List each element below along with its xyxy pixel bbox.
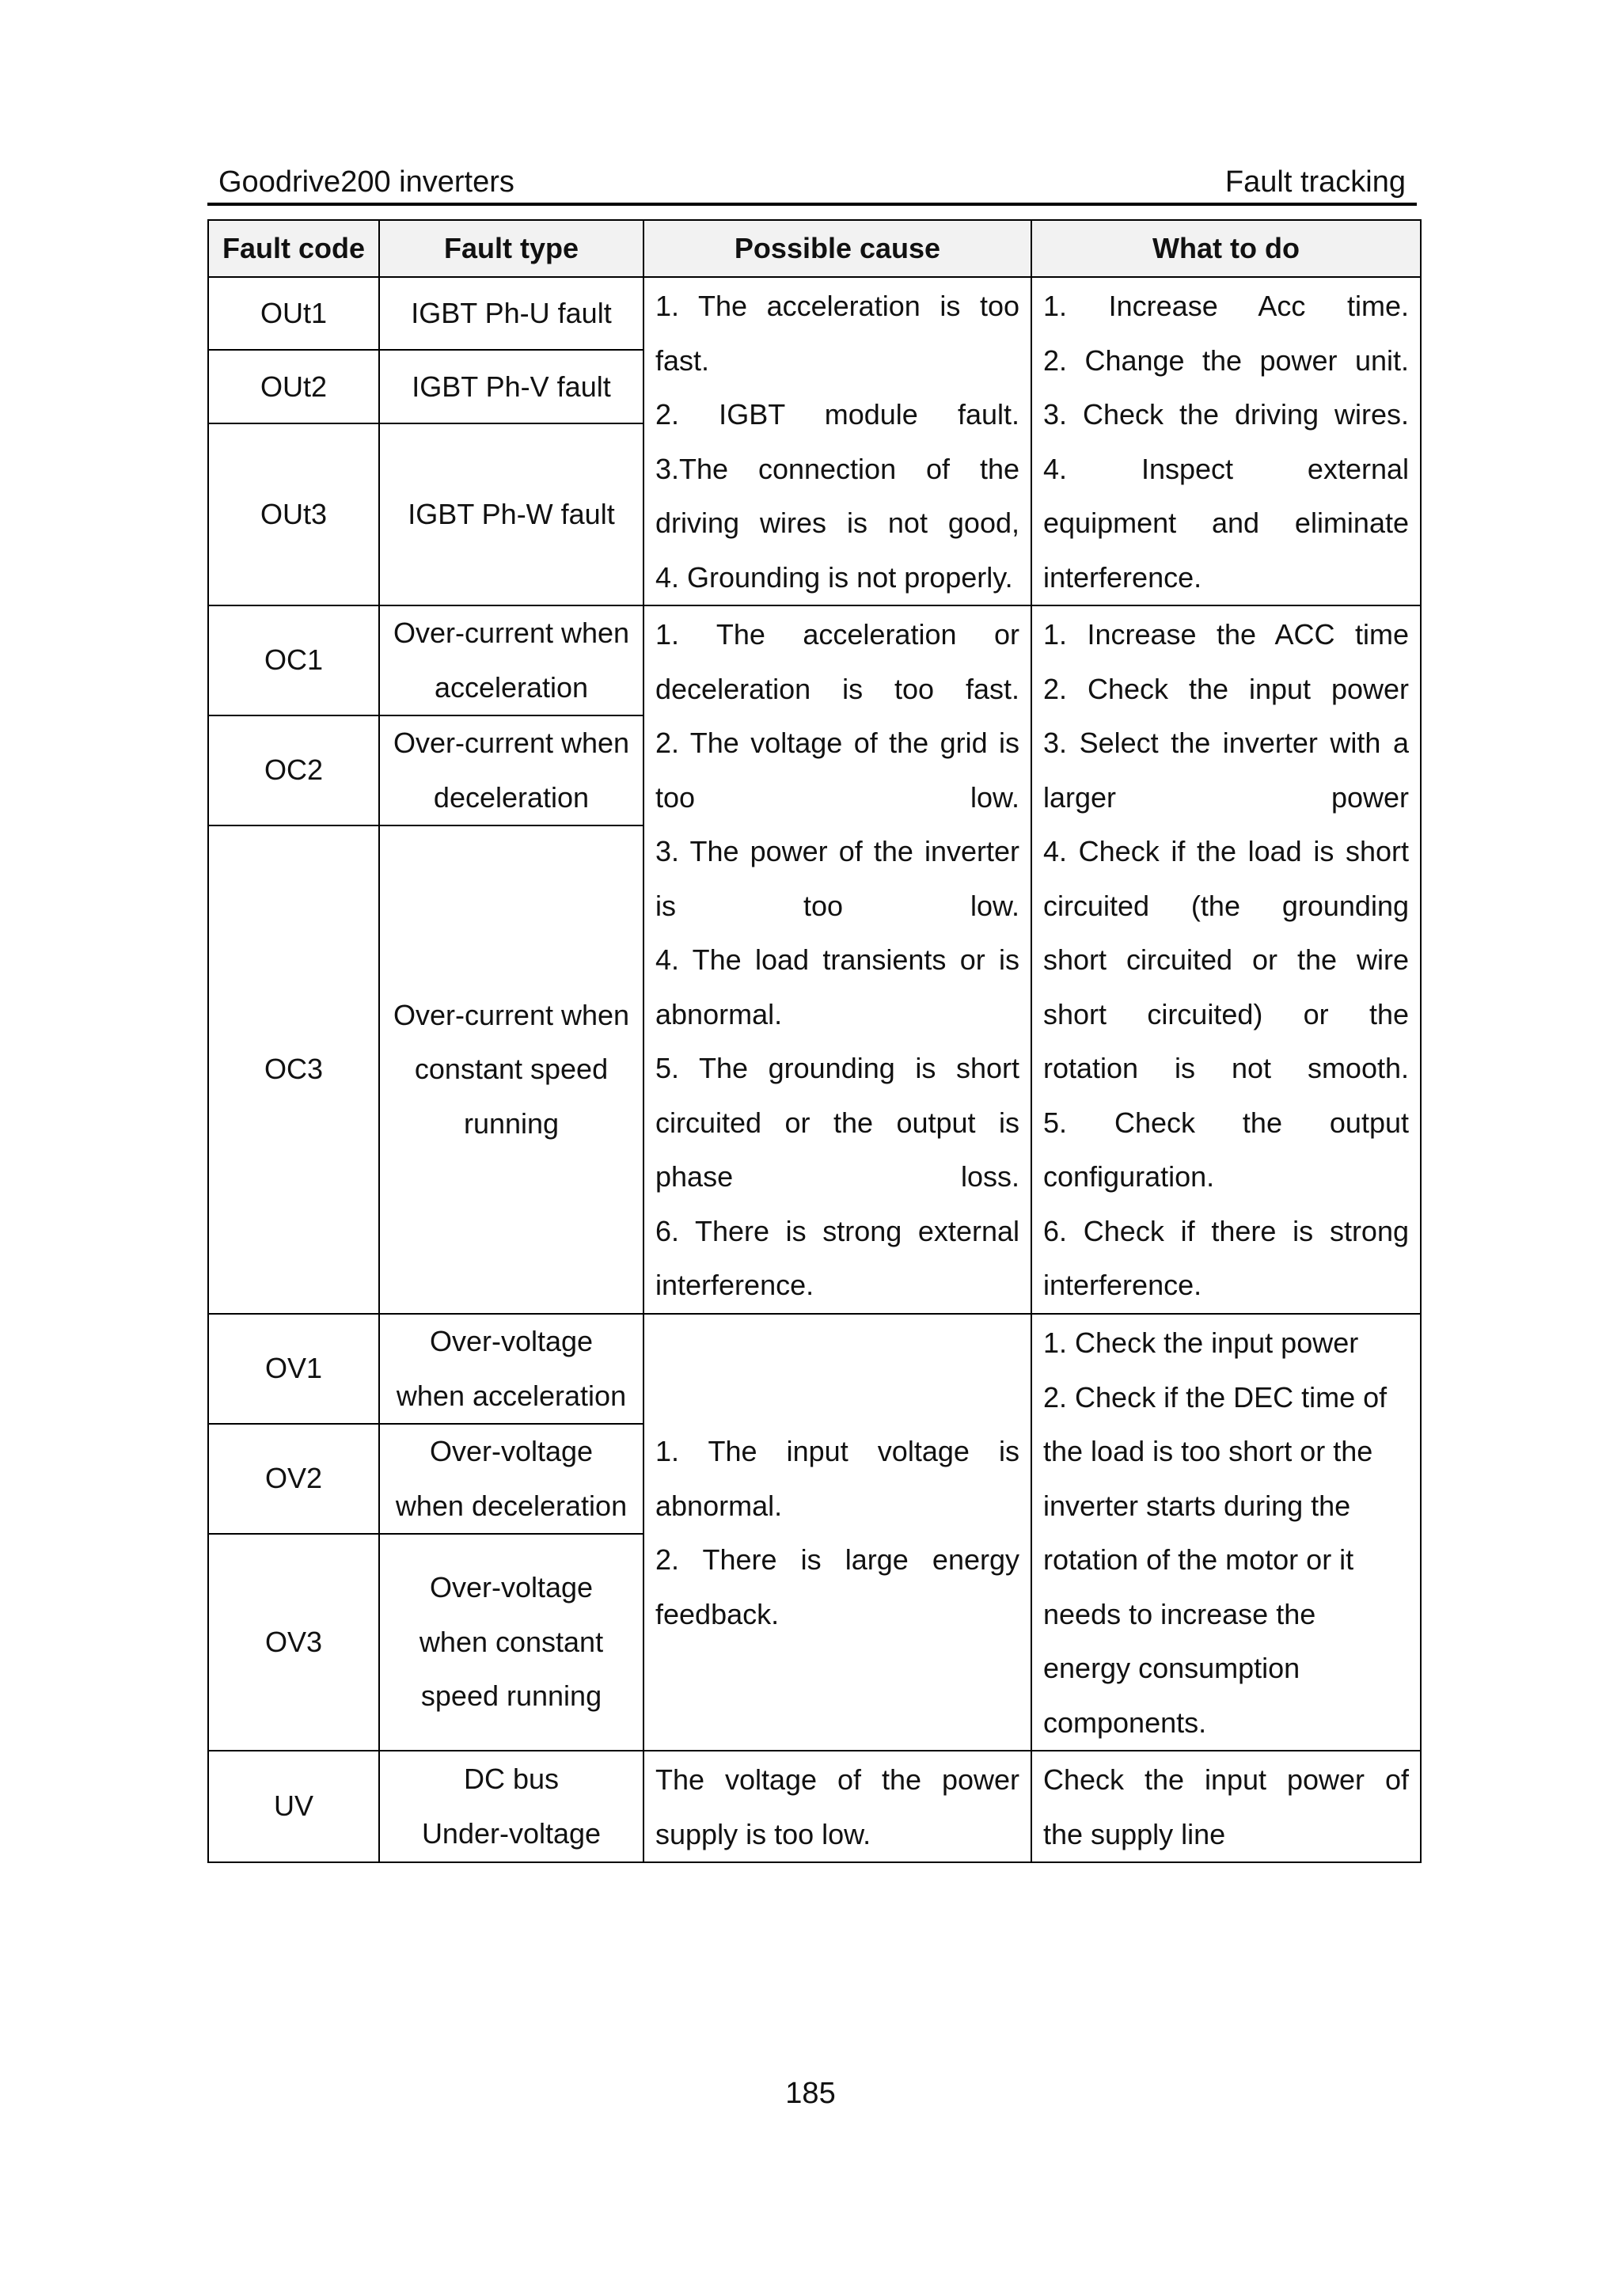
cause-line: feedback. [655,1597,780,1630]
fault-type-line: IGBT Ph-W fault [408,497,615,530]
fault-code-cell: UV [208,1751,379,1862]
fault-code-cell: OUt3 [208,423,379,605]
fault-type-line: IGBT Ph-U fault [411,296,612,329]
fault-type-line: Over-current when [393,617,630,649]
cause-line: is too low. [655,889,1019,922]
page-header [207,163,1417,206]
cause-line: 4. The load transients or is [655,943,1019,976]
table-row [208,1751,1421,1862]
todo-line: Check the input power of [1043,1763,1409,1796]
fault-type-cell [379,715,643,825]
todo-line: configuration. [1043,1160,1215,1193]
fault-type-cell [379,350,643,423]
what-to-do-cell [1031,605,1421,1314]
fault-type-line: speed running [420,1679,602,1713]
todo-line: 5. Check the output [1043,1106,1409,1139]
fault-type-line: Over-current when [393,998,630,1031]
fault-type-line: constant speed [414,1053,609,1086]
what-to-do-cell [1031,1314,1421,1751]
todo-line: energy consumption [1043,1652,1300,1684]
cause-line: interference. [655,1269,814,1301]
todo-line: 3. Check the driving wires. [1043,398,1409,431]
header-section-title: Fault tracking [1224,165,1406,199]
fault-type-cell [379,1424,643,1534]
fault-table [207,219,1420,1863]
table-row [208,605,1421,715]
todo-line: 2. Check the input power [1043,672,1409,705]
possible-cause-cell [643,1314,1031,1751]
table-header-row [208,220,1421,277]
fault-type-cell [379,423,643,605]
fault-type-cell [379,825,643,1314]
todo-line: short circuited) or the [1043,997,1409,1030]
todo-line: components. [1043,1706,1207,1739]
fault-code-cell: OUt1 [208,277,379,350]
fault-type-cell [379,277,643,350]
cause-line: 4. Grounding is not properly. [655,560,1013,594]
todo-line: 1. Increase the ACC time [1043,618,1409,651]
fault-type-cell [379,605,643,715]
todo-line: 2. Change the power unit. [1043,343,1409,377]
possible-cause-cell [643,277,1031,605]
todo-line: circuited (the grounding [1043,889,1409,922]
cause-line: abnormal. [655,997,783,1030]
todo-line: 6. Check if there is strong [1043,1214,1409,1247]
fault-type-cell [379,1751,643,1862]
todo-line: the load is too short or the [1043,1435,1373,1467]
fault-type-line: Over-voltage [429,1571,594,1604]
fault-code-cell: OC2 [208,715,379,825]
fault-type-line: deceleration [433,780,590,814]
column-header-possible-cause: Possible cause [643,220,1031,277]
todo-line: needs to increase the [1043,1597,1316,1630]
possible-cause-cell [643,1751,1031,1862]
fault-type-line: Over-voltage [429,1435,594,1467]
fault-type-line: Over-voltage [429,1325,594,1357]
todo-line: rotation of the motor or it [1043,1543,1354,1576]
todo-line: 3. Select the inverter with a [1043,727,1409,759]
fault-type-line: when constant [419,1625,604,1658]
todo-line: interference. [1043,560,1202,594]
todo-line: 2. Check if the DEC time of [1043,1380,1388,1414]
todo-line: the supply line [1043,1817,1226,1850]
todo-line: short circuited or the wire [1043,943,1409,976]
fault-type-line: running [463,1106,560,1140]
todo-line: equipment and eliminate [1043,507,1409,539]
cause-line: too low. [655,780,1019,814]
cause-line: 2. The voltage of the grid is [655,727,1019,759]
cause-line: 1. The input voltage is [655,1435,1019,1467]
fault-code-cell: OUt2 [208,350,379,423]
cause-line: 2. IGBT module fault. [655,398,1019,431]
fault-type-line: when acceleration [396,1379,627,1412]
todo-line: inverter starts during the [1043,1489,1351,1522]
header-rule [207,203,1417,206]
todo-line: 1. Increase Acc time. [1043,290,1409,322]
fault-type-line: IGBT Ph-V fault [412,370,611,403]
table-row [208,1314,1421,1424]
what-to-do-cell [1031,1751,1421,1862]
header-doc-title: Goodrive200 inverters [218,165,514,199]
possible-cause-cell [643,605,1031,1314]
todo-line: larger power [1043,780,1409,814]
fault-code-cell: OV3 [208,1534,379,1751]
page-number: 185 [785,2077,836,2110]
cause-line: The voltage of the power [655,1763,1019,1796]
fault-type-cell [379,1314,643,1424]
cause-line: 1. The acceleration or [655,618,1019,651]
todo-line: 1. Check the input power [1043,1326,1359,1359]
cause-line: 5. The grounding is short [655,1052,1019,1084]
cause-line: supply is too low. [655,1817,871,1850]
cause-line: circuited or the output is [655,1106,1019,1139]
column-header-what-to-do: What to do [1031,220,1421,277]
todo-line: 4. Check if the load is short [1043,835,1409,867]
fault-code-cell: OC1 [208,605,379,715]
column-header-fault-code: Fault code [208,220,379,277]
todo-line: 4. Inspect external [1043,452,1409,485]
todo-line: interference. [1043,1269,1202,1301]
fault-code-cell: OC3 [208,825,379,1314]
column-header-fault-type: Fault type [379,220,643,277]
cause-line: deceleration is too fast. [655,672,1019,705]
cause-line: phase loss. [655,1160,1019,1193]
what-to-do-cell [1031,277,1421,605]
fault-type-line: Under-voltage [421,1816,602,1850]
cause-line: fast. [655,343,710,377]
fault-code-cell: OV1 [208,1314,379,1424]
cause-line: abnormal. [655,1489,783,1522]
fault-type-line: DC bus [463,1763,560,1795]
fault-type-cell [379,1534,643,1751]
todo-line: rotation is not smooth. [1043,1052,1409,1084]
fault-type-line: Over-current when [393,727,630,759]
fault-type-line: acceleration [434,670,589,704]
table-row [208,277,1421,350]
cause-line: driving wires is not good, [655,507,1019,539]
cause-line: 3. The power of the inverter [655,835,1019,867]
cause-line: 3.The connection of the [655,452,1019,485]
cause-line: 6. There is strong external [655,1214,1019,1247]
cause-line: 2. There is large energy [655,1543,1019,1576]
fault-type-line: when deceleration [395,1489,628,1522]
cause-line: 1. The acceleration is too [655,290,1019,322]
fault-code-cell: OV2 [208,1424,379,1534]
